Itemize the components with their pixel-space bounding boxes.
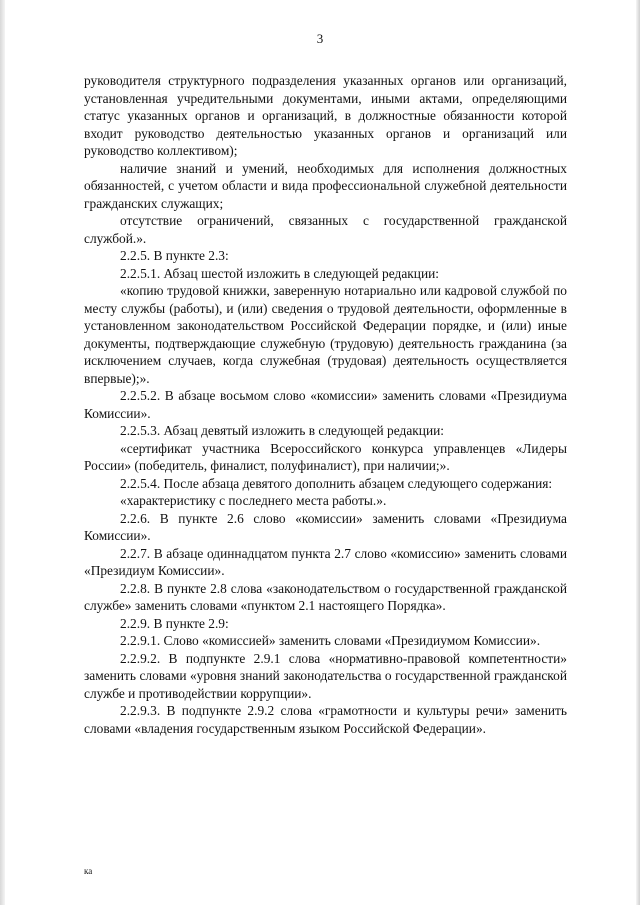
paragraph-restrictions: отсутствие ограничений, связанных с государственной гражданской службой.». [84, 213, 567, 246]
paragraph-continuation: руководителя структурного подразделения указанных органов или организаций, установленная учредительными документами, иными актами, определяющими статус указанных органов и организаций, в должностные обязанности которой входит руководство деятельностью указанных органов и организаций или руководство коллективом); [84, 73, 567, 158]
paragraph-2-2-5-1: 2.2.5.1. Абзац шестой изложить в следующей редакции: [120, 265, 439, 281]
paragraph-2-2-9-3: 2.2.9.3. В подпункте 2.9.2 слова «грамотности и культуры речи» заменить словами «владения государственным языком Российской Федерации». [84, 703, 567, 736]
paragraph-2-2-9-2: 2.2.9.2. В подпункте 2.9.1 слова «нормативно-правовой компетентности» заменить словами «уровня знаний законодательства о государственной гражданской службе и противодействии коррупции». [84, 650, 567, 701]
paragraph-knowledge: наличие знаний и умений, необходимых для исполнения должностных обязанностей, с учетом области и вида профессиональной служебной деятельности гражданских служащих; [84, 160, 567, 211]
page-number: 3 [316, 31, 324, 46]
paragraph-2-2-5-4: 2.2.5.4. После абзаца девятого дополнить абзацем следующего содержания: [120, 475, 553, 491]
paragraph-2-2-5: 2.2.5. В пункте 2.3: [120, 248, 229, 263]
paragraph-2-2-7: 2.2.7. В абзаце одиннадцатом пункта 2.7 слово «комиссию» заменить словами «Президиум Комиссии». [84, 545, 567, 578]
scan-edge-left [0, 0, 5, 905]
scan-edge-right [636, 0, 640, 905]
paragraph-2-2-8: 2.2.8. В пункте 2.8 слова «законодательством о государственной гражданской службе» заменить словами «пунктом 2.1 настоящего Порядка». [84, 580, 567, 613]
paragraph-2-2-5-3: 2.2.5.3. Абзац девятый изложить в следующей редакции: [120, 423, 445, 438]
document-body [84, 72, 567, 737]
paragraph-2-2-9: 2.2.9. В пункте 2.9: [120, 615, 229, 631]
footer-mark: ка [84, 866, 93, 876]
paragraph-quote-certificate: «сертификат участника Всероссийского конкурса управленцев «Лидеры России» (победитель, финалист, полуфиналист), при наличии;». [84, 440, 567, 473]
paragraph-2-2-6: 2.2.6. В пункте 2.6 слово «комиссии» заменить словами «Президиума Комиссии». [84, 510, 567, 543]
paragraph-quote-reference: «характеристику с последнего места работы.». [120, 493, 387, 508]
paragraph-quote-workbook: «копию трудовой книжки, заверенную нотариально или кадровой службой по месту службы (работы), и (или) сведения о трудовой деятельности, оформленные в установленном законодательством Российской Федерации порядке, и (или) иные документы, подтверждающие служебную (трудовую) деятельность гражданина (за исключением случаев, когда служебная (трудовая) деятельность осуществляется впервые);». [84, 283, 567, 386]
paragraph-2-2-9-1: 2.2.9.1. Слово «комиссией» заменить словами «Президиумом Комиссии». [120, 633, 541, 648]
paragraph-2-2-5-2: 2.2.5.2. В абзаце восьмом слово «комиссии» заменить словами «Президиума Комиссии». [84, 388, 567, 421]
